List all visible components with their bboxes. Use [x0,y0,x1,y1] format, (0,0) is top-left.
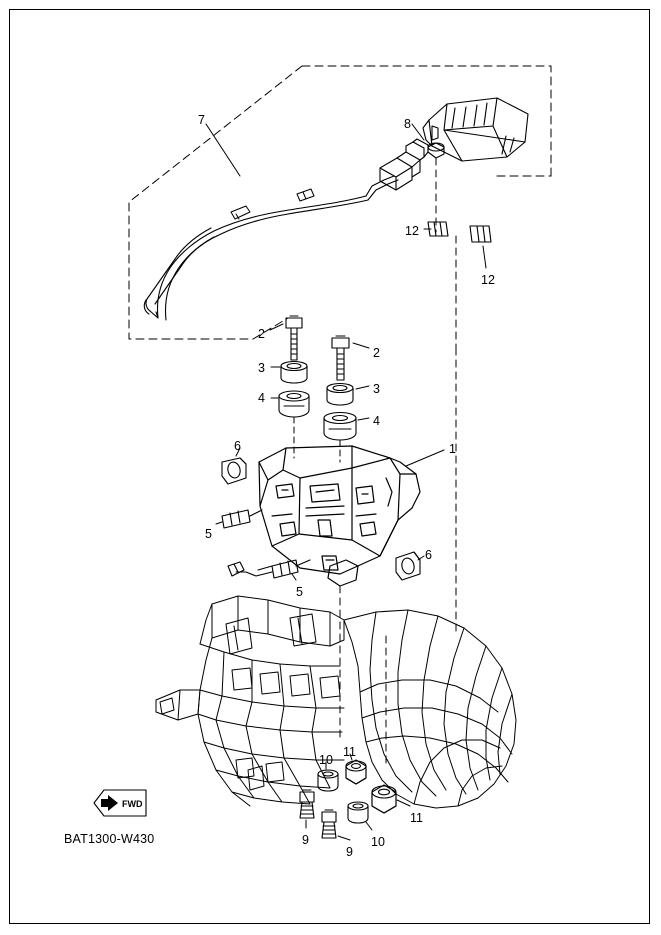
callout-8: 8 [404,117,411,131]
callout-9-right: 9 [346,845,353,859]
callout-12-lower: 12 [481,273,495,287]
callout-11-lower: 11 [410,811,423,825]
callout-11-upper: 11 [343,745,356,759]
callout-1: 1 [449,442,456,456]
callout-7: 7 [198,113,205,127]
callout-2-right: 2 [373,346,380,360]
callout-6-left: 6 [234,439,241,453]
diagram-part-code: BAT1300-W430 [64,832,155,846]
callout-5-left: 5 [205,527,212,541]
callout-9-left: 9 [302,833,309,847]
callout-10-lower: 10 [371,835,385,849]
callout-4-right: 4 [373,414,380,428]
callout-6-right: 6 [425,548,432,562]
callout-4-left: 4 [258,391,265,405]
callout-5-lower: 5 [296,585,303,599]
callout-2-left: 2 [258,327,265,341]
callout-3-left: 3 [258,361,265,375]
callout-10-upper: 10 [319,753,333,767]
callout-3-right: 3 [373,382,380,396]
callout-12-upper: 12 [405,224,419,238]
fwd-arrow-label: FWD [122,799,143,809]
